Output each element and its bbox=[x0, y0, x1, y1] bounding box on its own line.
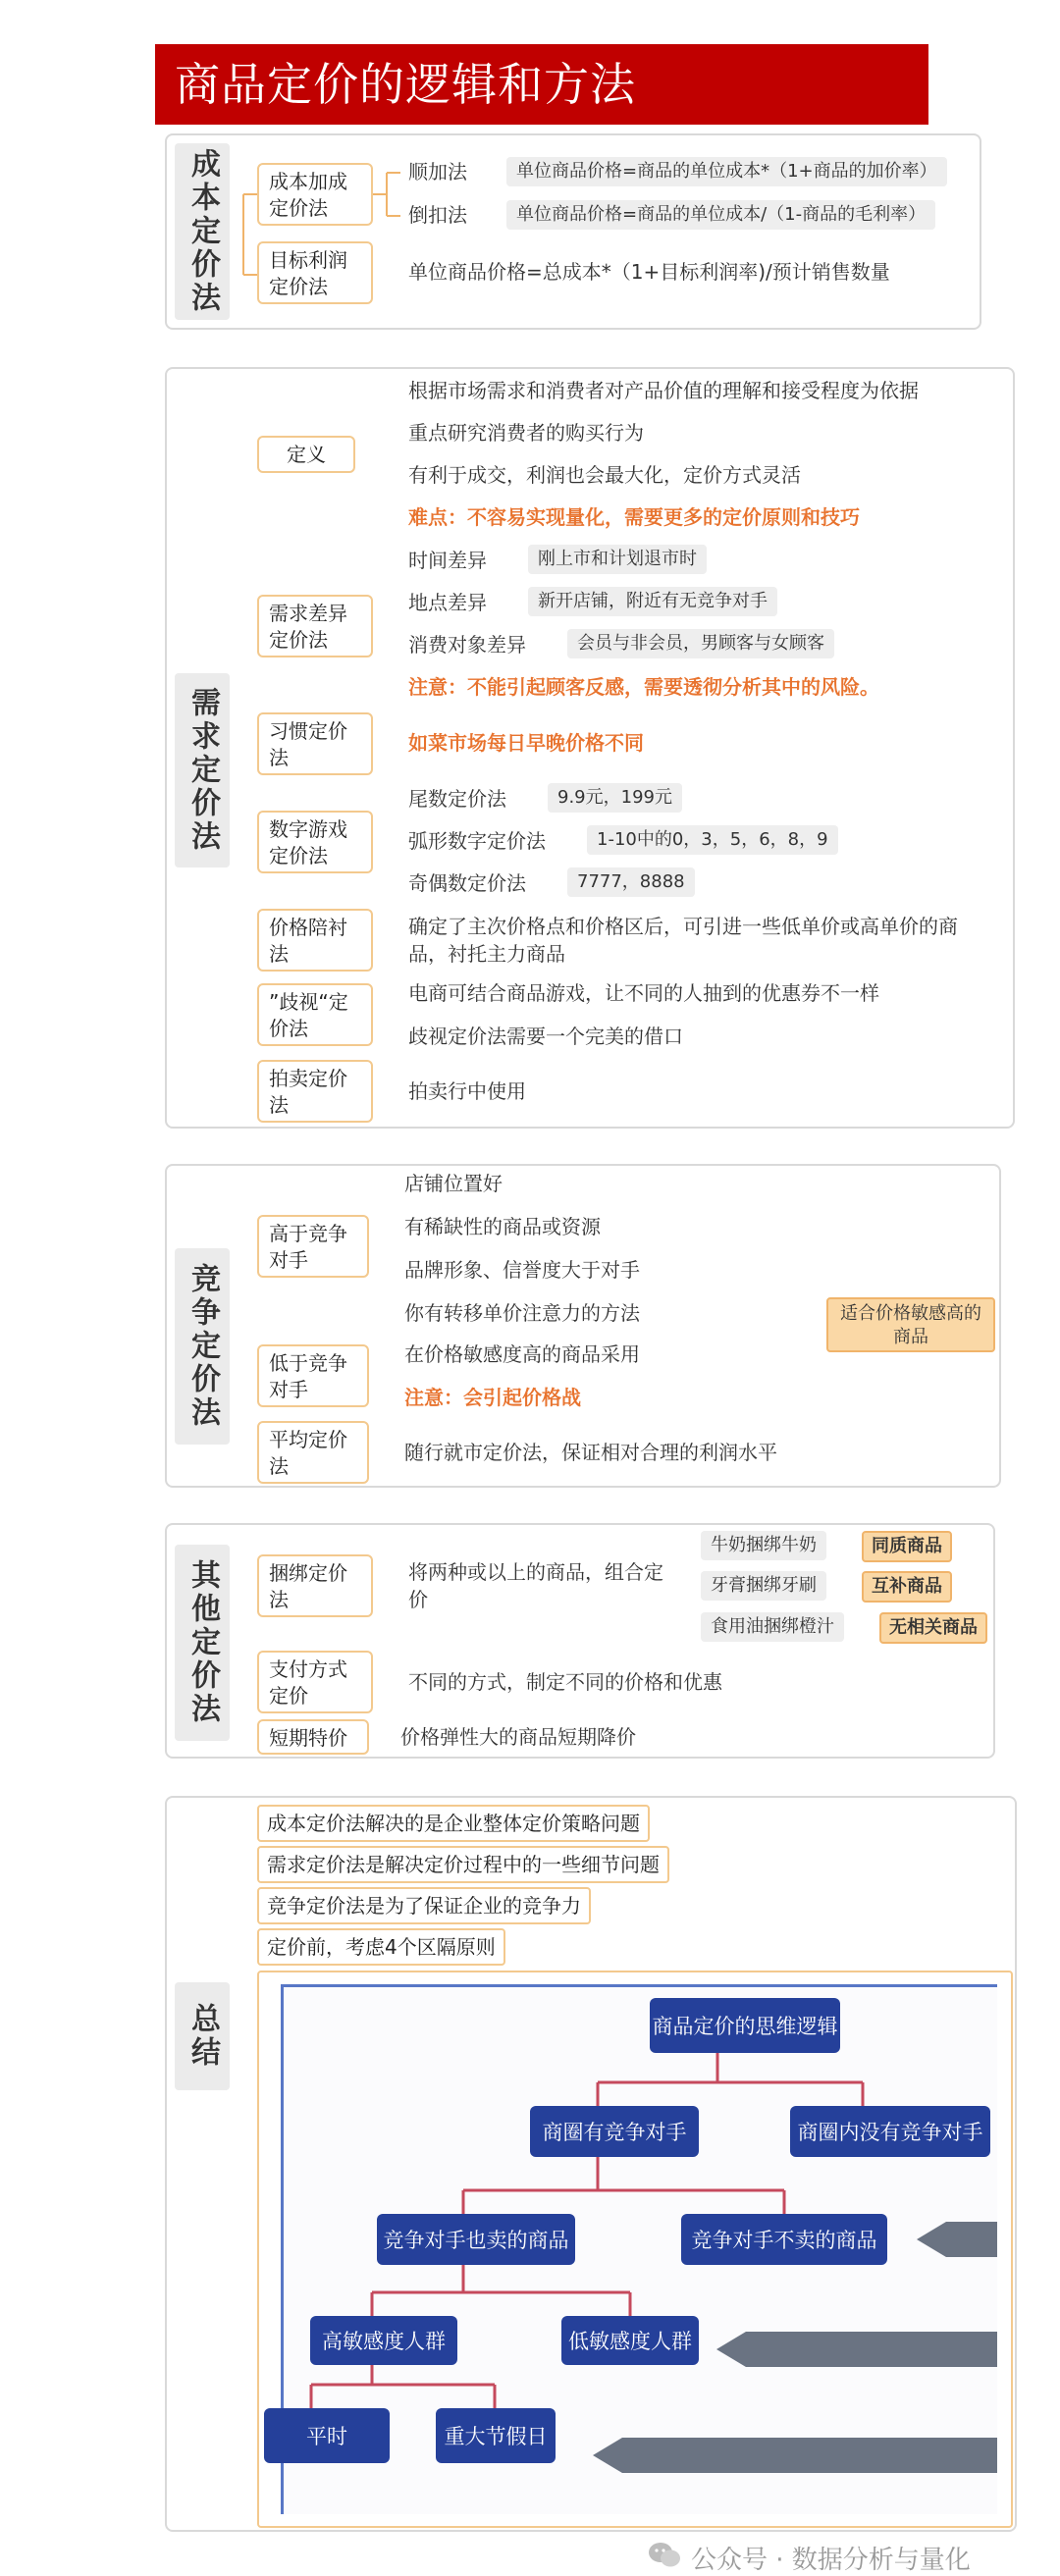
time-difference-label: 时间差异 bbox=[408, 549, 487, 572]
short-term-special-node: 短期特价 bbox=[257, 1719, 369, 1755]
bundle-pricing-text: 将两种或以上的商品，组合定价 bbox=[408, 1560, 663, 1611]
lower-note: 注意：会引起价格战 bbox=[404, 1386, 581, 1409]
cost-plus-pricing-node: 成本加成定价法 bbox=[257, 163, 373, 226]
bundle-tag-unrelated: 无相关商品 bbox=[879, 1612, 987, 1644]
demand-pricing-side-label: 需求定价法 bbox=[175, 673, 230, 867]
definition-item-1: 根据市场需求和消费者对产品价值的理解和接受程度为依据 bbox=[408, 379, 919, 402]
price-foil-node: 价格陪衬法 bbox=[257, 909, 373, 972]
average-pricing-node: 平均定价法 bbox=[257, 1421, 369, 1484]
flow-node-normal-time: 平时 bbox=[264, 2408, 390, 2463]
summary-item-3: 竞争定价法是为了保证企业的竞争力 bbox=[257, 1887, 591, 1924]
odd-even-pricing-label: 奇偶数定价法 bbox=[408, 871, 526, 895]
discrimination-pricing-node: ”歧视“定价法 bbox=[257, 983, 373, 1046]
forward-markup-formula: 单位商品价格=商品的单位成本*（1+商品的加价率） bbox=[506, 157, 947, 186]
flow-node-high-sensitivity: 高敏感度人群 bbox=[310, 2316, 457, 2365]
bundle-example-1: 牛奶捆绑牛奶 bbox=[701, 1531, 826, 1560]
definition-item-2: 重点研究消费者的购买行为 bbox=[408, 421, 644, 445]
tail-number-example: 9.9元，199元 bbox=[548, 783, 682, 813]
auction-pricing-text: 拍卖行中使用 bbox=[408, 1079, 526, 1103]
habit-pricing-node: 习惯定价法 bbox=[257, 712, 373, 775]
discrimination-item-2: 歧视定价法需要一个完美的借口 bbox=[408, 1025, 683, 1048]
watermark-text: 公众号 · 数据分析与量化 bbox=[691, 2546, 971, 2575]
bundle-example-3: 食用油捆绑橙汁 bbox=[701, 1612, 844, 1642]
forward-markup-label: 顺加法 bbox=[408, 160, 467, 184]
place-difference-label: 地点差异 bbox=[408, 591, 487, 614]
definition-difficulty-note: 难点：不容易实现量化，需要更多的定价原则和技巧 bbox=[408, 505, 860, 529]
page-title: 商品定价的逻辑和方法 bbox=[155, 44, 928, 125]
flow-node-root: 商品定价的思维逻辑 bbox=[650, 1998, 840, 2053]
higher-item-1: 店铺位置好 bbox=[404, 1172, 503, 1195]
target-profit-formula: 单位商品价格=总成本*（1+目标利润率)/预计销售数量 bbox=[408, 260, 890, 284]
definition-node: 定义 bbox=[257, 436, 355, 473]
demand-difference-node: 需求差异定价法 bbox=[257, 595, 373, 657]
flow-node-competitor-not-sell: 竞争对手不卖的商品 bbox=[681, 2214, 887, 2265]
pricing-logic-flowchart bbox=[257, 1971, 1013, 2528]
payment-method-pricing-node: 支付方式定价 bbox=[257, 1651, 373, 1713]
competition-pricing-side-label: 竞争定价法 bbox=[175, 1248, 230, 1445]
summary-side-label: 总结 bbox=[175, 1982, 230, 2090]
average-pricing-text: 随行就市定价法，保证相对合理的利润水平 bbox=[404, 1441, 777, 1464]
arc-number-pricing-label: 弧形数字定价法 bbox=[408, 829, 546, 853]
summary-item-1: 成本定价法解决的是企业整体定价策略问题 bbox=[257, 1805, 650, 1842]
tail-number-pricing-label: 尾数定价法 bbox=[408, 787, 506, 811]
consumer-difference-label: 消费对象差异 bbox=[408, 633, 526, 657]
summary-item-4: 定价前，考虑4个区隔原则 bbox=[257, 1928, 505, 1966]
consumer-difference-example: 会员与非会员，男顾客与女顾客 bbox=[567, 629, 834, 658]
cost-pricing-side-label: 成本定价法 bbox=[175, 143, 230, 320]
flow-node-no-competitor: 商圈内没有竞争对手 bbox=[790, 2106, 990, 2157]
flow-node-major-holiday: 重大节假日 bbox=[436, 2408, 556, 2463]
habit-pricing-example: 如菜市场每日早晚价格不同 bbox=[408, 731, 644, 755]
place-difference-example: 新开店铺，附近有无竞争对手 bbox=[528, 587, 777, 616]
demand-difference-note: 注意：不能引起顾客反感，需要透彻分析其中的风险。 bbox=[408, 675, 879, 699]
discrimination-item-1: 电商可结合商品游戏，让不同的人抽到的优惠券不一样 bbox=[408, 981, 879, 1005]
odd-even-example: 7777，8888 bbox=[567, 867, 695, 897]
bundle-tag-complementary: 互补商品 bbox=[862, 1571, 952, 1603]
arc-number-example: 1-10中的0，3，5，6，8，9 bbox=[587, 825, 838, 855]
short-term-special-text: 价格弹性大的商品短期降价 bbox=[400, 1725, 636, 1749]
bundle-example-2: 牙膏捆绑牙刷 bbox=[701, 1571, 826, 1601]
lower-than-competitor-node: 低于竞争对手 bbox=[257, 1344, 369, 1407]
target-profit-pricing-node: 目标利润定价法 bbox=[257, 241, 373, 304]
higher-item-4: 你有转移单价注意力的方法 bbox=[404, 1301, 640, 1325]
time-difference-example: 刚上市和计划退市时 bbox=[528, 545, 707, 574]
reverse-deduction-formula: 单位商品价格=商品的单位成本/（1-商品的毛利率） bbox=[506, 200, 935, 230]
flow-node-low-sensitivity: 低敏感度人群 bbox=[561, 2316, 699, 2365]
bundle-tag-homogeneous: 同质商品 bbox=[862, 1531, 952, 1562]
higher-item-3: 品牌形象、信誉度大于对手 bbox=[404, 1258, 640, 1282]
other-pricing-side-label: 其他定价法 bbox=[175, 1545, 230, 1741]
lower-item: 在价格敏感度高的商品采用 bbox=[404, 1342, 640, 1366]
number-game-pricing-node: 数字游戏定价法 bbox=[257, 811, 373, 873]
wechat-icon bbox=[648, 2542, 681, 2569]
price-foil-text: 确定了主次价格点和价格区后，可引进一些低单价或高单价的商品，衬托主力商品 bbox=[408, 915, 958, 966]
price-sensitive-goods-box: 适合价格敏感高的商品 bbox=[826, 1297, 995, 1352]
higher-than-competitor-node: 高于竞争对手 bbox=[257, 1215, 369, 1278]
payment-method-text: 不同的方式，制定不同的价格和优惠 bbox=[408, 1670, 722, 1694]
auction-pricing-node: 拍卖定价法 bbox=[257, 1060, 373, 1123]
reverse-deduction-label: 倒扣法 bbox=[408, 203, 467, 227]
flow-node-has-competitor: 商圈有竞争对手 bbox=[530, 2106, 699, 2157]
definition-item-3: 有利于成交，利润也会最大化，定价方式灵活 bbox=[408, 463, 801, 487]
flow-node-competitor-sells: 竞争对手也卖的商品 bbox=[377, 2214, 575, 2265]
bundle-pricing-node: 捆绑定价法 bbox=[257, 1554, 373, 1617]
summary-item-2: 需求定价法是解决定价过程中的一些细节问题 bbox=[257, 1846, 669, 1883]
higher-item-2: 有稀缺性的商品或资源 bbox=[404, 1215, 601, 1238]
